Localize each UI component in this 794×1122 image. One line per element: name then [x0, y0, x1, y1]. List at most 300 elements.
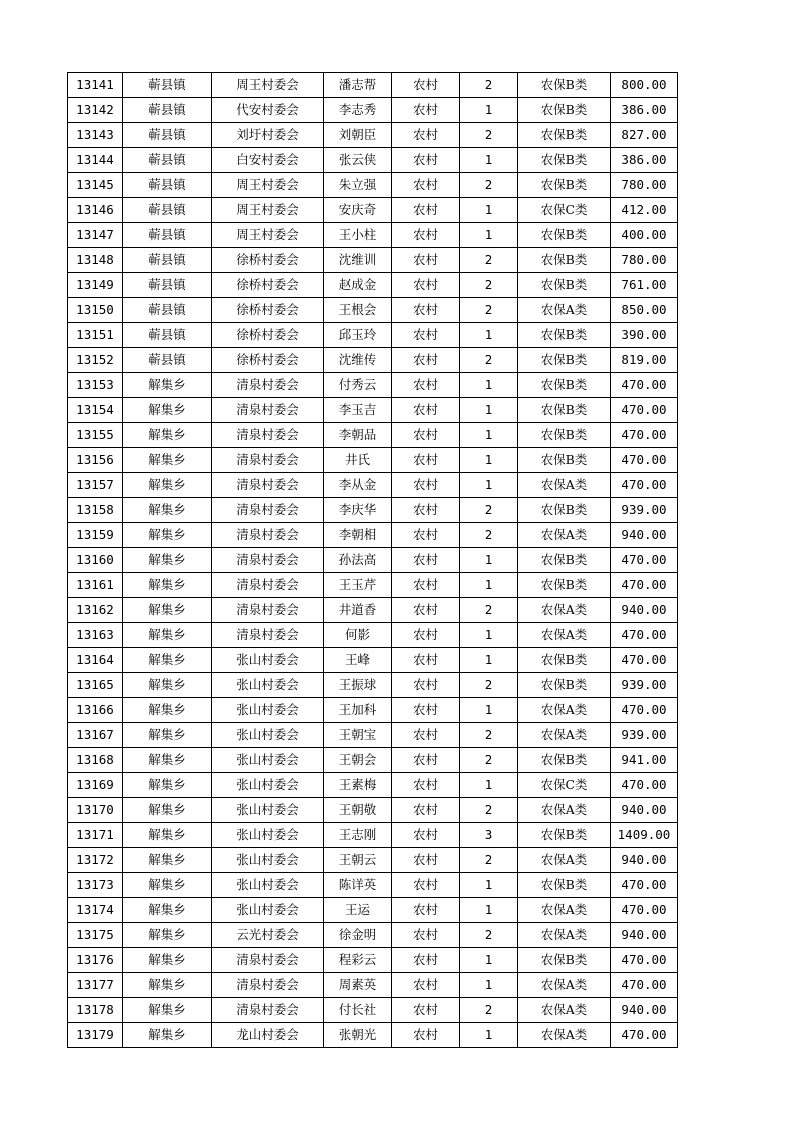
- amount-cell: 470.00: [611, 948, 678, 973]
- name-cell: 付长社: [324, 998, 392, 1023]
- township-cell: 蕲县镇: [123, 173, 212, 198]
- table-row: [68, 723, 678, 748]
- name-cell: 沈维训: [324, 248, 392, 273]
- area-type-cell: 农村: [392, 873, 460, 898]
- village-cell: 清泉村委会: [212, 398, 324, 423]
- name-cell: 周素英: [324, 973, 392, 998]
- household-size-cell: 1: [460, 573, 518, 598]
- serial-cell: 13178: [68, 998, 123, 1023]
- insurance-type-cell: 农保B类: [518, 273, 611, 298]
- village-cell: 清泉村委会: [212, 548, 324, 573]
- name-cell: 井氏: [324, 448, 392, 473]
- insurance-type-cell: 农保B类: [518, 173, 611, 198]
- township-cell: 解集乡: [123, 773, 212, 798]
- serial-cell: 13155: [68, 423, 123, 448]
- area-type-cell: 农村: [392, 298, 460, 323]
- household-size-cell: 1: [460, 773, 518, 798]
- table-row: [68, 673, 678, 698]
- township-cell: 解集乡: [123, 423, 212, 448]
- amount-cell: 470.00: [611, 373, 678, 398]
- insurance-type-cell: 农保B类: [518, 323, 611, 348]
- household-size-cell: 2: [460, 498, 518, 523]
- household-size-cell: 2: [460, 998, 518, 1023]
- serial-cell: 13152: [68, 348, 123, 373]
- serial-cell: 13142: [68, 98, 123, 123]
- serial-cell: 13149: [68, 273, 123, 298]
- table-row: [68, 323, 678, 348]
- amount-cell: 800.00: [611, 73, 678, 98]
- insurance-type-cell: 农保B类: [518, 73, 611, 98]
- village-cell: 张山村委会: [212, 773, 324, 798]
- serial-cell: 13150: [68, 298, 123, 323]
- area-type-cell: 农村: [392, 173, 460, 198]
- household-size-cell: 2: [460, 673, 518, 698]
- serial-cell: 13156: [68, 448, 123, 473]
- table-row: [68, 573, 678, 598]
- serial-cell: 13145: [68, 173, 123, 198]
- household-size-cell: 2: [460, 248, 518, 273]
- amount-cell: 470.00: [611, 548, 678, 573]
- amount-cell: 470.00: [611, 973, 678, 998]
- serial-cell: 13164: [68, 648, 123, 673]
- township-cell: 解集乡: [123, 398, 212, 423]
- amount-cell: 939.00: [611, 723, 678, 748]
- area-type-cell: 农村: [392, 548, 460, 573]
- village-cell: 清泉村委会: [212, 598, 324, 623]
- village-cell: 周王村委会: [212, 73, 324, 98]
- township-cell: 蕲县镇: [123, 148, 212, 173]
- serial-cell: 13148: [68, 248, 123, 273]
- name-cell: 徐金明: [324, 923, 392, 948]
- serial-cell: 13169: [68, 773, 123, 798]
- serial-cell: 13176: [68, 948, 123, 973]
- village-cell: 清泉村委会: [212, 523, 324, 548]
- serial-cell: 13165: [68, 673, 123, 698]
- household-size-cell: 2: [460, 273, 518, 298]
- village-cell: 张山村委会: [212, 748, 324, 773]
- name-cell: 李玉吉: [324, 398, 392, 423]
- insurance-type-cell: 农保A类: [518, 298, 611, 323]
- insurance-type-cell: 农保B类: [518, 873, 611, 898]
- insurance-type-cell: 农保B类: [518, 223, 611, 248]
- serial-cell: 13170: [68, 798, 123, 823]
- insurance-type-cell: 农保A类: [518, 798, 611, 823]
- area-type-cell: 农村: [392, 748, 460, 773]
- area-type-cell: 农村: [392, 273, 460, 298]
- insurance-type-cell: 农保B类: [518, 498, 611, 523]
- area-type-cell: 农村: [392, 648, 460, 673]
- name-cell: 王运: [324, 898, 392, 923]
- serial-cell: 13162: [68, 598, 123, 623]
- area-type-cell: 农村: [392, 248, 460, 273]
- township-cell: 解集乡: [123, 623, 212, 648]
- serial-cell: 13141: [68, 73, 123, 98]
- name-cell: 赵成金: [324, 273, 392, 298]
- serial-cell: 13144: [68, 148, 123, 173]
- household-size-cell: 3: [460, 823, 518, 848]
- serial-cell: 13143: [68, 123, 123, 148]
- village-cell: 清泉村委会: [212, 373, 324, 398]
- township-cell: 解集乡: [123, 373, 212, 398]
- amount-cell: 470.00: [611, 623, 678, 648]
- serial-cell: 13173: [68, 873, 123, 898]
- insurance-type-cell: 农保B类: [518, 548, 611, 573]
- household-size-cell: 1: [460, 548, 518, 573]
- area-type-cell: 农村: [392, 523, 460, 548]
- township-cell: 解集乡: [123, 1023, 212, 1048]
- village-cell: 代安村委会: [212, 98, 324, 123]
- amount-cell: 1409.00: [611, 823, 678, 848]
- amount-cell: 940.00: [611, 923, 678, 948]
- household-size-cell: 1: [460, 423, 518, 448]
- amount-cell: 827.00: [611, 123, 678, 148]
- name-cell: 邱玉玲: [324, 323, 392, 348]
- township-cell: 解集乡: [123, 798, 212, 823]
- household-size-cell: 1: [460, 698, 518, 723]
- amount-cell: 940.00: [611, 998, 678, 1023]
- table-row: [68, 198, 678, 223]
- name-cell: 李志秀: [324, 98, 392, 123]
- amount-cell: 470.00: [611, 473, 678, 498]
- area-type-cell: 农村: [392, 623, 460, 648]
- insurance-type-cell: 农保A类: [518, 523, 611, 548]
- amount-cell: 470.00: [611, 773, 678, 798]
- village-cell: 清泉村委会: [212, 498, 324, 523]
- amount-cell: 940.00: [611, 598, 678, 623]
- serial-cell: 13158: [68, 498, 123, 523]
- insurance-type-cell: 农保B类: [518, 448, 611, 473]
- area-type-cell: 农村: [392, 498, 460, 523]
- area-type-cell: 农村: [392, 398, 460, 423]
- village-cell: 张山村委会: [212, 798, 324, 823]
- village-cell: 清泉村委会: [212, 623, 324, 648]
- area-type-cell: 农村: [392, 423, 460, 448]
- village-cell: 张山村委会: [212, 673, 324, 698]
- table-row: [68, 623, 678, 648]
- township-cell: 蕲县镇: [123, 198, 212, 223]
- area-type-cell: 农村: [392, 948, 460, 973]
- insurance-type-cell: 农保A类: [518, 623, 611, 648]
- name-cell: 张云侠: [324, 148, 392, 173]
- amount-cell: 780.00: [611, 248, 678, 273]
- amount-cell: 940.00: [611, 523, 678, 548]
- serial-cell: 13146: [68, 198, 123, 223]
- name-cell: 刘朝臣: [324, 123, 392, 148]
- township-cell: 解集乡: [123, 648, 212, 673]
- serial-cell: 13174: [68, 898, 123, 923]
- insurance-type-cell: 农保B类: [518, 98, 611, 123]
- name-cell: 王朝云: [324, 848, 392, 873]
- serial-cell: 13175: [68, 923, 123, 948]
- township-cell: 解集乡: [123, 973, 212, 998]
- name-cell: 李朝品: [324, 423, 392, 448]
- township-cell: 解集乡: [123, 573, 212, 598]
- table-row: [68, 398, 678, 423]
- name-cell: 井道香: [324, 598, 392, 623]
- table-row: [68, 148, 678, 173]
- insurance-type-cell: 农保A类: [518, 923, 611, 948]
- township-cell: 解集乡: [123, 523, 212, 548]
- household-size-cell: 1: [460, 323, 518, 348]
- township-cell: 解集乡: [123, 448, 212, 473]
- name-cell: 李从金: [324, 473, 392, 498]
- area-type-cell: 农村: [392, 73, 460, 98]
- township-cell: 蕲县镇: [123, 273, 212, 298]
- village-cell: 周王村委会: [212, 223, 324, 248]
- table-row: [68, 373, 678, 398]
- table-row: [68, 498, 678, 523]
- township-cell: 解集乡: [123, 873, 212, 898]
- household-size-cell: 1: [460, 898, 518, 923]
- ledger-body: [68, 73, 678, 1048]
- township-cell: 解集乡: [123, 598, 212, 623]
- area-type-cell: 农村: [392, 223, 460, 248]
- amount-cell: 850.00: [611, 298, 678, 323]
- township-cell: 解集乡: [123, 948, 212, 973]
- table-row: [68, 823, 678, 848]
- amount-cell: 941.00: [611, 748, 678, 773]
- township-cell: 解集乡: [123, 923, 212, 948]
- household-size-cell: 2: [460, 748, 518, 773]
- insurance-type-cell: 农保A类: [518, 998, 611, 1023]
- household-size-cell: 1: [460, 1023, 518, 1048]
- area-type-cell: 农村: [392, 148, 460, 173]
- township-cell: 解集乡: [123, 498, 212, 523]
- household-size-cell: 1: [460, 623, 518, 648]
- amount-cell: 940.00: [611, 798, 678, 823]
- village-cell: 张山村委会: [212, 848, 324, 873]
- serial-cell: 13163: [68, 623, 123, 648]
- village-cell: 刘圩村委会: [212, 123, 324, 148]
- area-type-cell: 农村: [392, 98, 460, 123]
- village-cell: 周王村委会: [212, 173, 324, 198]
- name-cell: 程彩云: [324, 948, 392, 973]
- serial-cell: 13151: [68, 323, 123, 348]
- insurance-type-cell: 农保A类: [518, 1023, 611, 1048]
- table-row: [68, 523, 678, 548]
- village-cell: 徐桥村委会: [212, 248, 324, 273]
- insurance-type-cell: 农保B类: [518, 123, 611, 148]
- household-size-cell: 2: [460, 798, 518, 823]
- amount-cell: 412.00: [611, 198, 678, 223]
- household-size-cell: 1: [460, 198, 518, 223]
- township-cell: 解集乡: [123, 998, 212, 1023]
- serial-cell: 13154: [68, 398, 123, 423]
- serial-cell: 13147: [68, 223, 123, 248]
- area-type-cell: 农村: [392, 823, 460, 848]
- amount-cell: 390.00: [611, 323, 678, 348]
- table-row: [68, 973, 678, 998]
- village-cell: 徐桥村委会: [212, 348, 324, 373]
- household-size-cell: 2: [460, 923, 518, 948]
- household-size-cell: 1: [460, 98, 518, 123]
- household-size-cell: 1: [460, 398, 518, 423]
- household-size-cell: 1: [460, 973, 518, 998]
- household-size-cell: 1: [460, 648, 518, 673]
- area-type-cell: 农村: [392, 723, 460, 748]
- area-type-cell: 农村: [392, 923, 460, 948]
- serial-cell: 13167: [68, 723, 123, 748]
- area-type-cell: 农村: [392, 1023, 460, 1048]
- township-cell: 蕲县镇: [123, 123, 212, 148]
- name-cell: 王玉芹: [324, 573, 392, 598]
- village-cell: 清泉村委会: [212, 423, 324, 448]
- village-cell: 徐桥村委会: [212, 323, 324, 348]
- amount-cell: 470.00: [611, 698, 678, 723]
- insurance-type-cell: 农保A类: [518, 973, 611, 998]
- serial-cell: 13166: [68, 698, 123, 723]
- insurance-type-cell: 农保B类: [518, 948, 611, 973]
- township-cell: 解集乡: [123, 848, 212, 873]
- name-cell: 王根会: [324, 298, 392, 323]
- insurance-type-cell: 农保B类: [518, 573, 611, 598]
- township-cell: 蕲县镇: [123, 73, 212, 98]
- insurance-type-cell: 农保A类: [518, 723, 611, 748]
- village-cell: 张山村委会: [212, 648, 324, 673]
- serial-cell: 13157: [68, 473, 123, 498]
- table-row: [68, 448, 678, 473]
- amount-cell: 470.00: [611, 648, 678, 673]
- serial-cell: 13168: [68, 748, 123, 773]
- ledger-table: [67, 72, 678, 1048]
- village-cell: 张山村委会: [212, 873, 324, 898]
- table-row: [68, 873, 678, 898]
- township-cell: 解集乡: [123, 548, 212, 573]
- name-cell: 沈维传: [324, 348, 392, 373]
- table-row: [68, 698, 678, 723]
- village-cell: 清泉村委会: [212, 573, 324, 598]
- township-cell: 解集乡: [123, 723, 212, 748]
- village-cell: 清泉村委会: [212, 473, 324, 498]
- insurance-type-cell: 农保B类: [518, 673, 611, 698]
- household-size-cell: 2: [460, 123, 518, 148]
- village-cell: 云光村委会: [212, 923, 324, 948]
- township-cell: 蕲县镇: [123, 223, 212, 248]
- table-row: [68, 548, 678, 573]
- table-row: [68, 423, 678, 448]
- insurance-type-cell: 农保B类: [518, 348, 611, 373]
- area-type-cell: 农村: [392, 448, 460, 473]
- household-size-cell: 1: [460, 223, 518, 248]
- insurance-type-cell: 农保B类: [518, 748, 611, 773]
- household-size-cell: 1: [460, 148, 518, 173]
- insurance-type-cell: 农保A类: [518, 698, 611, 723]
- insurance-type-cell: 农保B类: [518, 373, 611, 398]
- insurance-type-cell: 农保C类: [518, 773, 611, 798]
- name-cell: 王加科: [324, 698, 392, 723]
- village-cell: 清泉村委会: [212, 448, 324, 473]
- name-cell: 何影: [324, 623, 392, 648]
- household-size-cell: 2: [460, 598, 518, 623]
- table-row: [68, 748, 678, 773]
- village-cell: 张山村委会: [212, 723, 324, 748]
- insurance-type-cell: 农保B类: [518, 148, 611, 173]
- table-row: [68, 648, 678, 673]
- township-cell: 解集乡: [123, 898, 212, 923]
- area-type-cell: 农村: [392, 323, 460, 348]
- name-cell: 付秀云: [324, 373, 392, 398]
- table-row: [68, 598, 678, 623]
- household-size-cell: 1: [460, 873, 518, 898]
- insurance-type-cell: 农保B类: [518, 398, 611, 423]
- area-type-cell: 农村: [392, 898, 460, 923]
- area-type-cell: 农村: [392, 123, 460, 148]
- name-cell: 张朝光: [324, 1023, 392, 1048]
- village-cell: 张山村委会: [212, 898, 324, 923]
- table-row: [68, 998, 678, 1023]
- insurance-type-cell: 农保B类: [518, 648, 611, 673]
- table-row: [68, 948, 678, 973]
- village-cell: 清泉村委会: [212, 998, 324, 1023]
- insurance-type-cell: 农保B类: [518, 823, 611, 848]
- serial-cell: 13172: [68, 848, 123, 873]
- township-cell: 蕲县镇: [123, 348, 212, 373]
- household-size-cell: 2: [460, 173, 518, 198]
- table-row: [68, 923, 678, 948]
- name-cell: 孙法高: [324, 548, 392, 573]
- name-cell: 王朝会: [324, 748, 392, 773]
- insurance-type-cell: 农保B类: [518, 248, 611, 273]
- area-type-cell: 农村: [392, 698, 460, 723]
- household-size-cell: 1: [460, 373, 518, 398]
- village-cell: 清泉村委会: [212, 948, 324, 973]
- amount-cell: 386.00: [611, 98, 678, 123]
- amount-cell: 470.00: [611, 448, 678, 473]
- township-cell: 解集乡: [123, 698, 212, 723]
- area-type-cell: 农村: [392, 773, 460, 798]
- area-type-cell: 农村: [392, 473, 460, 498]
- area-type-cell: 农村: [392, 348, 460, 373]
- township-cell: 蕲县镇: [123, 298, 212, 323]
- village-cell: 徐桥村委会: [212, 273, 324, 298]
- insurance-type-cell: 农保A类: [518, 898, 611, 923]
- household-size-cell: 1: [460, 473, 518, 498]
- township-cell: 蕲县镇: [123, 248, 212, 273]
- name-cell: 王小柱: [324, 223, 392, 248]
- table-row: [68, 123, 678, 148]
- table-row: [68, 223, 678, 248]
- area-type-cell: 农村: [392, 198, 460, 223]
- household-size-cell: 2: [460, 848, 518, 873]
- insurance-type-cell: 农保B类: [518, 423, 611, 448]
- amount-cell: 939.00: [611, 498, 678, 523]
- table-row: [68, 798, 678, 823]
- serial-cell: 13159: [68, 523, 123, 548]
- table-row: [68, 1023, 678, 1048]
- amount-cell: 940.00: [611, 848, 678, 873]
- amount-cell: 470.00: [611, 423, 678, 448]
- name-cell: 王振球: [324, 673, 392, 698]
- household-size-cell: 2: [460, 298, 518, 323]
- table-row: [68, 773, 678, 798]
- township-cell: 解集乡: [123, 473, 212, 498]
- amount-cell: 780.00: [611, 173, 678, 198]
- name-cell: 潘志帮: [324, 73, 392, 98]
- serial-cell: 13171: [68, 823, 123, 848]
- name-cell: 王志刚: [324, 823, 392, 848]
- village-cell: 徐桥村委会: [212, 298, 324, 323]
- amount-cell: 470.00: [611, 573, 678, 598]
- name-cell: 李朝相: [324, 523, 392, 548]
- table-row: [68, 473, 678, 498]
- name-cell: 王朝宝: [324, 723, 392, 748]
- village-cell: 张山村委会: [212, 698, 324, 723]
- area-type-cell: 农村: [392, 798, 460, 823]
- household-size-cell: 2: [460, 523, 518, 548]
- name-cell: 安庆奇: [324, 198, 392, 223]
- township-cell: 解集乡: [123, 823, 212, 848]
- name-cell: 李庆华: [324, 498, 392, 523]
